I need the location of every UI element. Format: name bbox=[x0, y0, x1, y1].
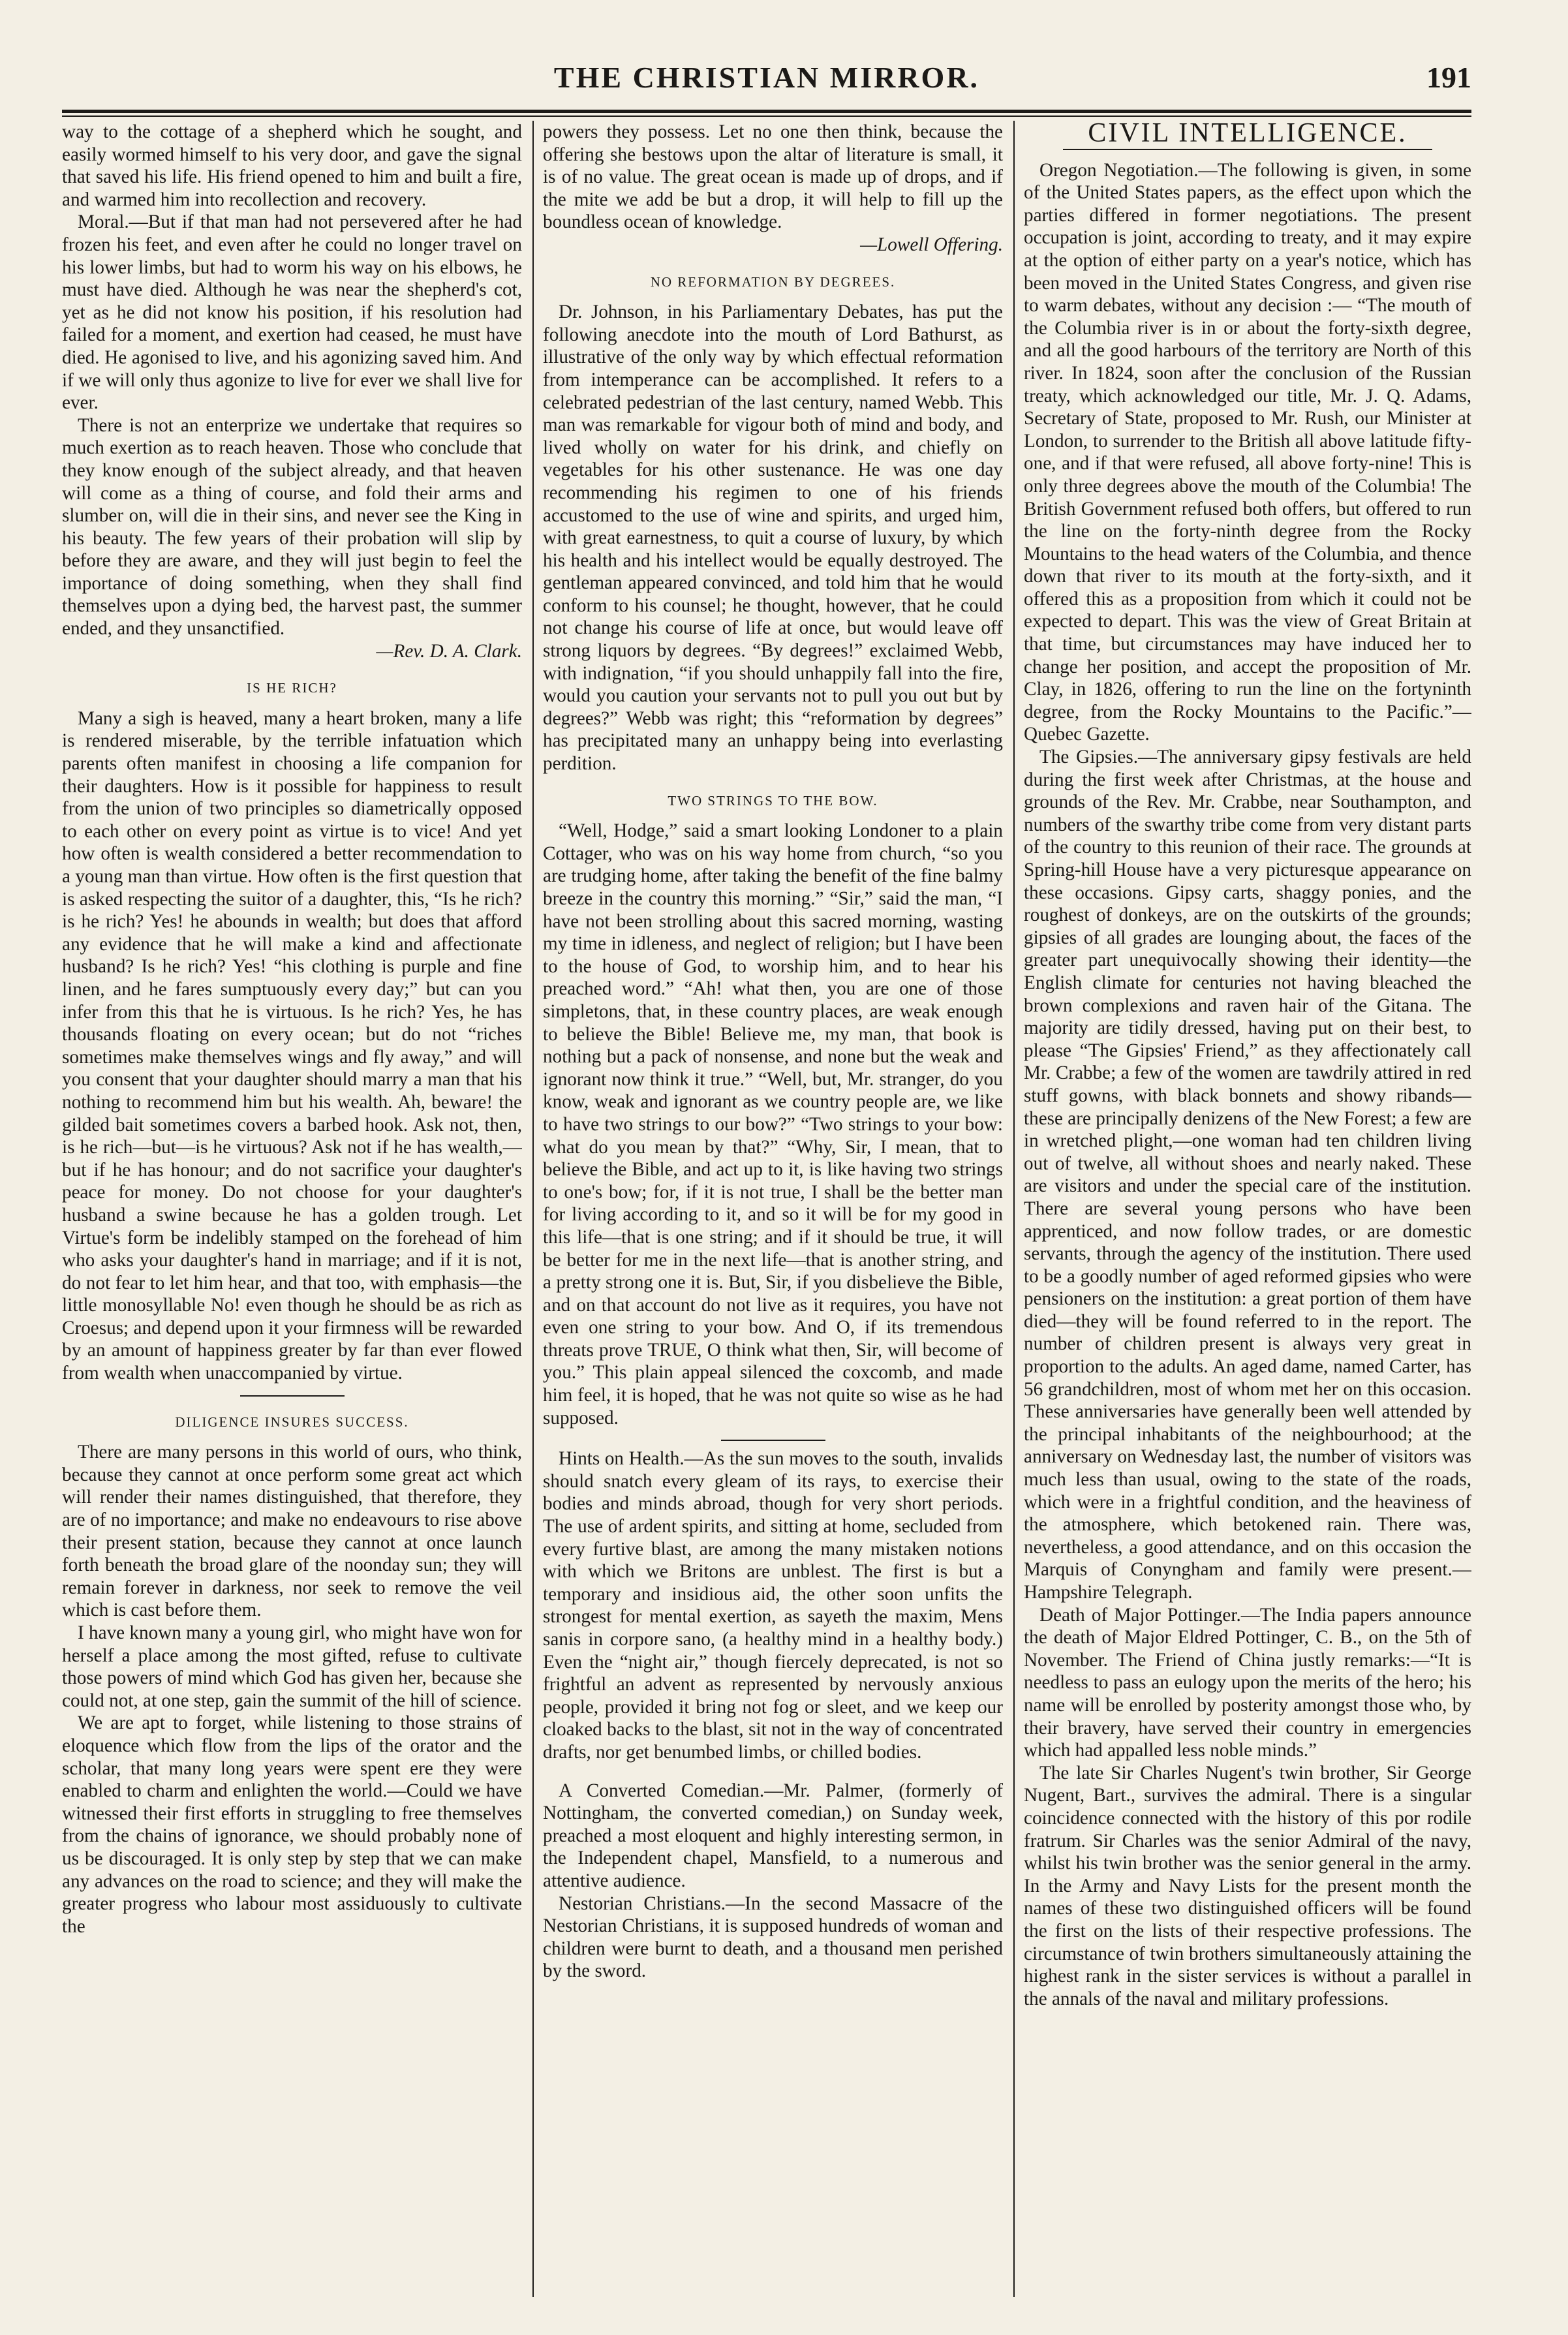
page-number: 191 bbox=[1426, 61, 1471, 94]
section-heading: CIVIL INTELLIGENCE. bbox=[1088, 121, 1407, 148]
article-paragraph: The Gipsies.—The anniversary gipsy festivals are held during the first week after Christmas, at the house and grounds of the Rev. Mr. Crabbe, near Southampton, and numbers of the swarthy tribe come from very distant parts of the country to this reunion of their race. The grounds at Spring-hill House have a very picturesque appearance on these occasions. Gipsy carts, shaggy ponies, and the roughest of donkeys, are on the outskirts of the grounds; gipsies of all grades are lounging about, the faces of the greater part unequivocally showing their identity—the English climate for centuries not having bleached the brown complexions and raven hair of the Gitana. The majority are tidily dressed, having put on their best, to please “The Gipsies' Friend,” as they affectionately call Mr. Crabbe; a few of the women are tawdrily attired in red stuff gowns, with black bonnets and showy ribands—these are principally denizens of the New Forest; a few are in wretched plight,—one woman had ten children living out of twelve, all without shoes and nearly naked. These are visitors and under the special care of the institution. There are several young persons who have been apprenticed, and now follow trades, or are domestic servants, through the agency of the institution. There used to be a goodly number of aged reformed gipsies who were pensioners on the institution: a great portion of them have died—they will be found referred to in the report. The number of children present is always very great in proportion to the adults. An aged dame, named Carter, has 56 grandchildren, most of whom met her on this occasion. These anniversaries have generally been well attended by the principal inhabitants of the neighbourhood; at the anniversary on Wednesday last, the number of visitors was much less than usual, owing to the state of the roads, which were in a frightful condition, and the heaviness of the atmosphere, which betokened rain. There was, nevertheless, a good attendance, and on this occasion the Marquis of Conyngham and family were present.—Hampshire Telegraph. bbox=[1024, 747, 1471, 1603]
masthead-rule bbox=[62, 110, 1471, 113]
article-paragraph: There is not an enterprize we undertake that requires so much exertion as to reach heaven. Those who conclude that they know enough of the subject already, and that heaven will come as a thing of course, and fold their arms and slumber on, will die in their sins, and never see the King in his beauty. The few years of their probation will slip by before they are aware, and they will just begin to feel the importance of doing something, when they shall find themselves upon a dying bed, the harvest past, the summer ended, and they unsanctified. bbox=[62, 414, 522, 640]
article-paragraph: We are apt to forget, while listening to those strains of eloquence which flow from the lips of the orator and the scholar, that many long years were spent ere they were enabled to charm and enlighten the world.—Could we have witnessed their first efforts in struggling to free themselves from the chains of ignorance, we should probably none of us be discouraged. It is only step by step that we can make any advances on the road to science; and they will make the greater progress who labour most assiduously to cultivate the bbox=[62, 1712, 522, 1937]
masthead-rule-thin bbox=[62, 116, 1471, 117]
article-paragraph: A Converted Comedian.—Mr. Palmer, (formerly of Nottingham, the converted comedian,) on Sunday week, preached a most eloquent and highly interesting sermon, in the Independent chapel, Mansfield, to a numerous and attentive audience. bbox=[543, 1780, 1003, 1891]
article-heading: DILIGENCE INSURES SUCCESS. bbox=[175, 1414, 409, 1430]
article-signature: —Rev. D. A. Clark. bbox=[376, 640, 522, 662]
article-paragraph: Many a sigh is heaved, many a heart broken, many a life is rendered miserable, by the terrible infatuation which parents often manifest in choosing a life companion for their daughters. How is it possible for happiness to result from the union of two principles so diametrically opposed to each other on every point as virtue is to vice! And yet how often is wealth considered a better recommendation to a young man than virtue. How often is the first question that is asked respecting the suitor of a daughter, this, “Is he rich? is he rich? Yes! he abounds in wealth; but does that afford any evidence that he will make a kind and affectionate husband? Is he rich? Yes! “his clothing is purple and fine linen, and he fares sumptuously every day;” but can you infer from this that he is virtuous. Is he rich? Yes, he has thousands floating on every ocean; but do not “riches sometimes make themselves wings and fly away,” and will you consent that your daughter should marry a man that his nothing to recommend him but his wealth. Ah, beware! the gilded bait sometimes covers a barbed hook. Ask not, then, is he rich—but—is he virtuous? Ask not if he has wealth,—but if he has honour; and do not sacrifice your daughter's peace for money. Do not choose for your daughter's husband a swine because he has a golden trough. Let Virtue's form be indelibly stamped on the forehead of him who asks your daughter's hand in marriage; and if it is not, do not fear to let him hear, and that too, with emphasis—the little monosyllable No! even though he should be as rich as Croesus; and depend upon it your firmness will be rewarded by an amount of happiness greater by far than ever flowed from wealth when unaccompanied by virtue. bbox=[62, 707, 522, 1384]
article-paragraph: Hints on Health.—As the sun moves to the south, invalids should snatch every gleam of its rays, to exercise their bodies and minds abroad, though for very short periods. The use of ardent spirits, and sitting at home, secluded from every furtive blast, are among the many mistaken notions with which we Britons are unblest. The first is but a temporary and insidious aid, the other soon unfits the strongest for mental exertion, as sayeth the maxim, Mens sanis in corpore sano, (a healthy mind in a healthy body.) Even the “night air,” though fiercely deprecated, is not so frightful an advent as represented by nervously anxious people, provided it bring not fog or sleet, and we keep our cloaked backs to the blast, sit not in the way of concentrated drafts, nor get benumbed limbs, or chilled bodies. bbox=[543, 1448, 1003, 1763]
article-paragraph: There are many persons in this world of ours, who think, because they cannot at once perform some great act which will render their names distinguished, that therefore, they are of no importance; and make no endeavours to rise above their present station, because they cannot at once launch forth beneath the broad glare of the noonday sun; they will remain forever in darkness, nor seek to remove the veil which is cast before them. bbox=[62, 1442, 522, 1621]
article-paragraph: way to the cottage of a shepherd which he sought, and easily wormed himself to his very door, and gave the signal that saved his life. His friend opened to him and built a fire, and warmed him into recollection and recovery. bbox=[62, 121, 522, 210]
column-middle bbox=[543, 121, 1003, 2297]
article-paragraph: Dr. Johnson, in his Parliamentary Debates, has put the following anecdote into the mouth of Lord Bathurst, as illustrative of the only way by which effectual reformation from intemperance can be accomplished. It refers to a celebrated pedestrian of the last century, named Webb. This man was remarkable for vigour both of mind and body, and lived wholly on water for his drink, and chiefly on vegetables for his other sustenance. He was one day recommending his regimen to one of his friends accustomed to the use of wine and spirits, and urged him, with great earnestness, to quit a course of luxury, by which his health and his intellect would be equally destroyed. The gentleman appeared convinced, and told him that he would conform to his counsel; he thought, however, that he could not change his course of life at once, but would leave off strong liquors by degrees. “By degrees!” exclaimed Webb, with indignation, “if you should unhappily fall into the fire, would you caution your servants not to pull you out but by degrees?” Webb was right; this “reformation by degrees” has precipitated many an unhappy being into everlasting perdition. bbox=[543, 302, 1003, 775]
article-paragraph: Nestorian Christians.—In the second Massacre of the Nestorian Christians, it is supposed hundreds of woman and children were burnt to death, and a thousand men perished by the sword. bbox=[543, 1893, 1003, 1982]
masthead-title: THE CHRISTIAN MIRROR. bbox=[553, 61, 980, 94]
article-heading: TWO STRINGS TO THE BOW. bbox=[668, 792, 878, 809]
article-heading: NO REFORMATION BY DEGREES. bbox=[650, 273, 896, 290]
article-paragraph: “Well, Hodge,” said a smart looking Londoner to a plain Cottager, who was on his way home from church, “so you are trudging home, after taking the benefit of the fine balmy breeze in the country this morning.” “Sir,” said the man, “I have not been strolling about this sacred morning, wasting my time in idleness, and neglect of religion; but I have been to the house of God, to worship him, and to hear his preached word.” “Ah! what then, you are one of those simpletons, that, in these country places, are weak enough to believe the Bible! Believe me, my man, that book is nothing but a pack of nonsense, and none but the weak and ignorant now think it true.” “Well, but, Mr. stranger, do you know, weak and ignorant as we country people are, we like to have two strings to our bow?” “Two strings to your bow: what do you mean by that?” “Why, Sir, I mean, that to believe the Bible, and act up to it, is like having two strings to one's bow; for, if it is not true, I shall be the better man for living according to it, and so it will be for my good in this life—that is one string; and if it should be true, it will be better for me in the next life—that is another string, and a pretty strong one it is. But, Sir, if you disbelieve the Bible, and on that account do not live as it requires, you have not even one string to your bow. And O, if its tremendous threats prove TRUE, O think what then, Sir, will become of you.” This plain appeal silenced the coxcomb, and made him feel, it is hoped, that he was not quite so wise as he had supposed. bbox=[543, 820, 1003, 1429]
article-paragraph: Moral.—But if that man had not persevered after he had frozen his feet, and even after he could no longer travel on his lower limbs, but had to worm his way on his elbows, he must have died. Although he was near the shepherd's cot, yet as he did not know his position, if his resolution had failed for a moment, and exertion had ceased, he must have died. He agonised to live, and his agonizing saved him. And if we will only thus agonize to live for ever we shall live for ever. bbox=[62, 211, 522, 414]
section-ornament bbox=[240, 1395, 345, 1397]
column-right bbox=[1024, 121, 1471, 2297]
article-signature: —Lowell Offering. bbox=[860, 234, 1003, 255]
section-rule bbox=[1063, 149, 1432, 150]
article-paragraph: I have known many a young girl, who might have won for herself a place among the most gifted, refuse to cultivate those powers of mind which God has given her, because she could not, at one step, gain the summit of the hill of science. bbox=[62, 1622, 522, 1711]
column-divider bbox=[532, 121, 534, 2297]
column-divider bbox=[1013, 121, 1015, 2297]
column-left bbox=[62, 121, 522, 2297]
article-paragraph: powers they possess. Let no one then think, because the offering she bestows upon the altar of literature is small, it is of no value. The great ocean is made up of drops, and if the mite we add be but a drop, it will help to fill up the boundless ocean of knowledge. bbox=[543, 121, 1003, 233]
article-paragraph: The late Sir Charles Nugent's twin brother, Sir George Nugent, Bart., survives the admiral. There is a singular coincidence connected with the history of this por rodile fratrum. Sir Charles was the senior Admiral of the navy, whilst his twin brother was the senior general in the army. In the Army and Navy Lists for the present month the names of these two distinguished officers will be found the first on the lists of their respective professions. The circumstance of twin brothers simultaneously attaining the highest rank in the sister services is without a parallel in the annals of the naval and military professions. bbox=[1024, 1762, 1471, 2009]
article-paragraph: Oregon Negotiation.—The following is given, in some of the United States papers, as the effect upon which the parties differed in former negotiations. The present occupation is joint, according to treaty, and it may expire at the option of either party on a year's notice, which has been moved in the United States Congress, and given rise to warm debates, without any decision :— “The mouth of the Columbia river is in or about the forty-sixth degree, and all the good harbours of the territory are North of this river. In 1824, soon after the conclusion of the Russian treaty, which acknowledged our title, Mr. J. Q. Adams, Secretary of State, proposed to Mr. Rush, our Minister at London, to surrender to the British all above latitude fifty-one, and if that were refused, all above forty-nine! This is only three degrees above the mouth of the Columbia! The British Government refused both offers, but offered to run the line on the forty-ninth degree from the Rocky Mountains to the head waters of the Columbia, and thence down that river to its mouth at the forty-sixth, and it offered this as a proposition from which it could not be expected to depart. This was the view of Great Britain at that time, but circumstances may have induced her to change her position, and accept the proposition of Mr. Clay, in 1826, offering to run the line on the fortyninth degree, from the Rocky Mountains to the Pacific.”—Quebec Gazette. bbox=[1024, 159, 1471, 745]
masthead bbox=[62, 60, 1471, 106]
article-heading: IS HE RICH? bbox=[247, 680, 337, 696]
article-paragraph: Death of Major Pottinger.—The India papers announce the death of Major Eldred Pottinger, C. B., on the 5th of November. The Friend of China justly remarks:—“It is needless to pass an eulogy upon the merits of the hero; his name will be enrolled by posterity amongst those who, by their bravery, have served their country in emergencies which had appalled less noble minds.” bbox=[1024, 1604, 1471, 1761]
section-ornament bbox=[721, 1440, 825, 1441]
